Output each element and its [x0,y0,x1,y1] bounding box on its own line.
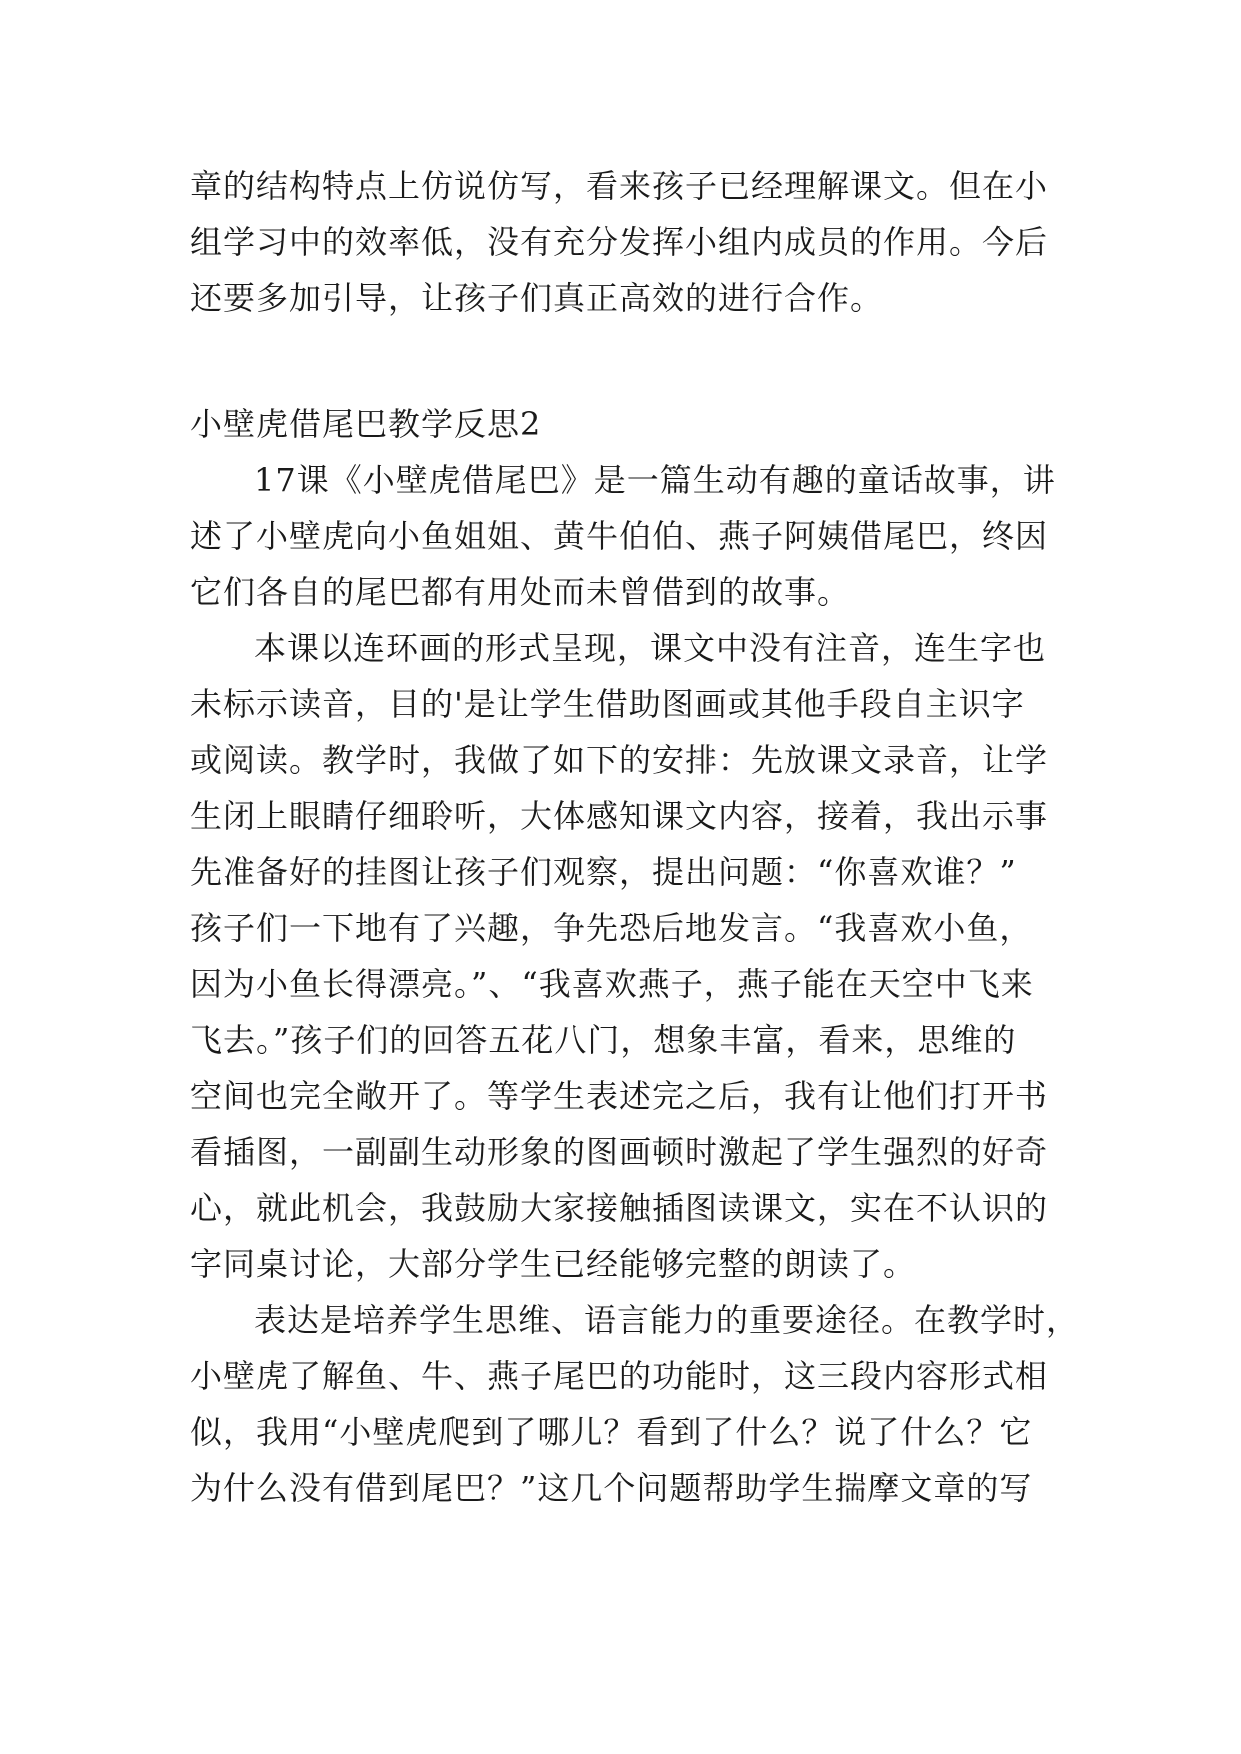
section-heading-block [190,396,1050,452]
text-line: 心，就此机会，我鼓励大家接触插图读课文，实在不认识的 [190,1189,1049,1227]
continuation-paragraph [190,158,1050,326]
text-line: 小壁虎了解鱼、牛、燕子尾巴的功能时，这三段内容形式相 [190,1357,1049,1395]
body-text [190,452,1080,1516]
text-line: 述了小壁虎向小鱼姐姐、黄牛伯伯、燕子阿姨借尾巴，终因 [190,517,1049,555]
text-line: 看插图，一副副生动形象的图画顿时激起了学生强烈的好奇 [190,1133,1049,1171]
text-line: 组学习中的效率低，没有充分发挥小组内成员的作用。今后 [190,223,1049,261]
text-line: 因为小鱼长得漂亮。”、“我喜欢燕子，燕子能在天空中飞来 [190,965,1034,1003]
text-line: 似，我用“小壁虎爬到了哪儿？看到了什么？说了什么？它 [190,1413,1033,1451]
text-line: 飞去。”孩子们的回答五花八门，想象丰富，看来，思维的 [190,1021,1017,1059]
text-line: 章的结构特点上仿说仿写，看来孩子已经理解课文。但在小 [190,167,1049,205]
text-line: 它们各自的尾巴都有用处而未曾借到的故事。 [190,573,851,611]
text-line: 空间也完全敞开了。等学生表述完之后，我有让他们打开书 [190,1077,1049,1115]
text-line: 或阅读。教学时，我做了如下的安排：先放课文录音，让学 [190,741,1049,779]
section-title: 小壁虎借尾巴教学反思2 [190,405,542,443]
text-line: 17课《小壁虎借尾巴》是一篇生动有趣的童话故事，讲 [254,461,1056,499]
text-line: 表达是培养学生思维、语言能力的重要途径。在教学时， [254,1301,1080,1339]
text-line: 还要多加引导，让孩子们真正高效的进行合作。 [190,279,884,317]
paragraph [190,620,1050,1292]
paragraph [190,1292,1080,1516]
paragraph [190,452,1056,620]
text-line: 为什么没有借到尾巴？”这几个问题帮助学生揣摩文章的写 [190,1469,1033,1507]
text-line: 未标示读音，目的'是让学生借助图画或其他手段自主识字 [190,685,1025,723]
text-line: 字同桌讨论，大部分学生已经能够完整的朗读了。 [190,1245,917,1283]
text-line: 生闭上眼睛仔细聆听，大体感知课文内容，接着，我出示事 [190,797,1049,835]
text-line: 先准备好的挂图让孩子们观察，提出问题：“你喜欢谁？” [190,853,1017,891]
text-line: 孩子们一下地有了兴趣，争先恐后地发言。“我喜欢小鱼， [190,909,1033,947]
text-line: 本课以连环画的形式呈现，课文中没有注音，连生字也 [254,629,1047,667]
